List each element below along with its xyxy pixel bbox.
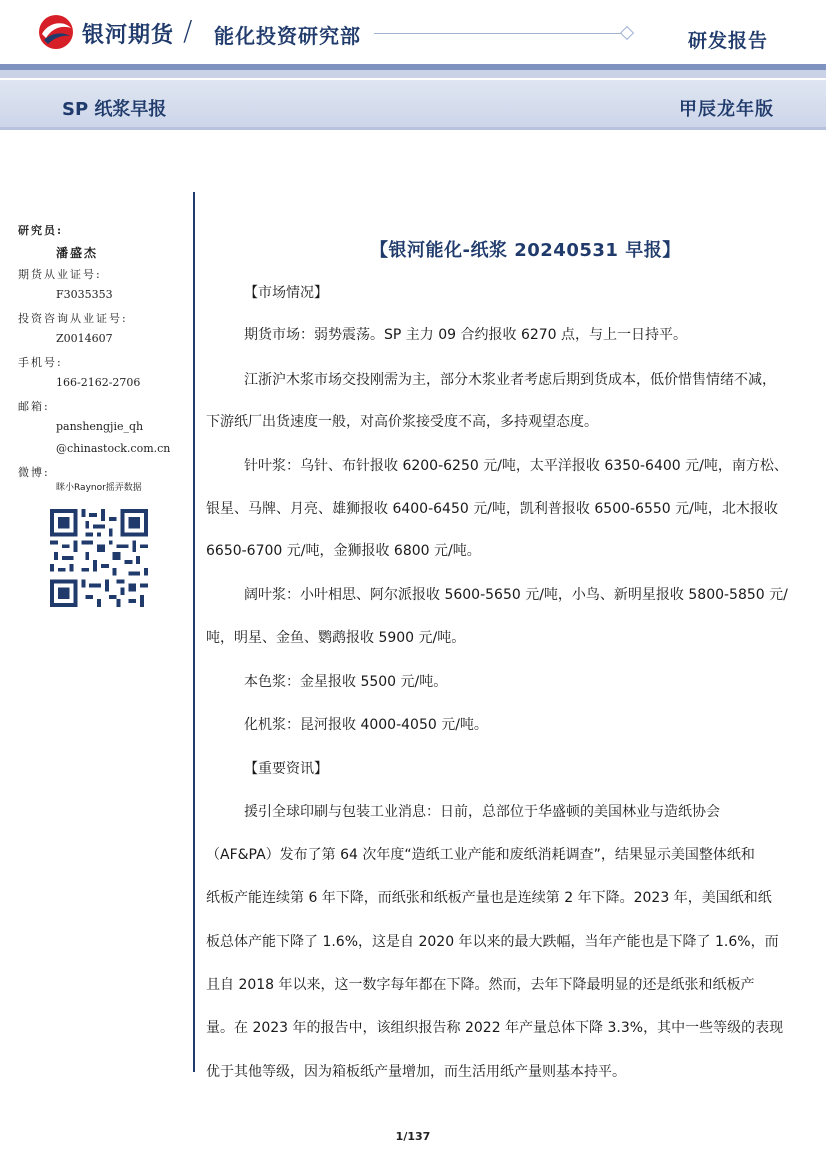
header-slash: / — [183, 14, 193, 47]
body-line: （AF&PA）发布了第 64 次年度“造纸工业产能和废纸消耗调查”，结果显示美国整体纸和 — [206, 847, 755, 863]
body-line: 【市场情况】 — [244, 285, 328, 301]
body-line: 优于其他等级，因为箱板纸产量增加，而生活用纸产量则基本持平。 — [206, 1064, 626, 1080]
department-name: 能化投资研究部 — [214, 24, 361, 48]
body-line: 化机浆：昆河报收 4000-4050 元/吨。 — [244, 717, 488, 733]
report-type: 研发报告 — [687, 30, 768, 52]
body-line: 且自 2018 年以来，这一数字每年都在下降。然而，去年下降最明显的还是纸张和纸板产 — [206, 977, 755, 993]
body-line: 银星、马牌、月亮、雄狮报收 6400-6450 元/吨，凯利普报收 6500-6550 元/吨，北木报收 — [206, 501, 778, 517]
body-line: 量。在 2023 年的报告中，该组织报告称 2022 年产量总体下降 3.3%，其中一些等级的表现 — [206, 1020, 784, 1036]
body-line: 下游纸厂出货速度一般，对高价浆接受度不高，多持观望态度。 — [206, 414, 598, 430]
researcher-name: 潘盛杰 — [56, 246, 99, 260]
phone-number: 166-2162-2706 — [56, 376, 141, 389]
edition-label: 甲辰龙年版 — [679, 99, 774, 120]
invest-cert: Z0014607 — [56, 332, 113, 345]
phone-label: 手机号: — [18, 356, 63, 369]
brand-name: 银河期货 — [82, 23, 175, 48]
body-line: 板总体产能下降了 1.6%，这是自 2020 年以来的最大跌幅，当年产能也是下降了 1.6%，而 — [206, 934, 779, 950]
body-line: 纸板产能连续第 6 年下降，而纸张和纸板产量也是连续第 2 年下降。2023 年，美国纸和纸 — [206, 890, 772, 906]
body-line: 【重要资讯】 — [244, 761, 328, 777]
body-line: 期货市场：弱势震荡。SP 主力 09 合约报收 6270 点，与上一日持平。 — [244, 327, 688, 343]
body-line: 江浙沪木浆市场交投刚需为主，部分木浆业者考虑后期到货成本，低价惜售情绪不减， — [244, 372, 776, 388]
email-line-2[interactable]: @chinastock.com.cn — [56, 442, 171, 455]
weibo-label: 微博: — [18, 466, 50, 479]
body-line: 阔叶浆：小叶相思、阿尔派报收 5600-5650 元/吨，小鸟、新明星报收 5800-5850 元/ — [244, 587, 788, 603]
header-stripe-light — [0, 70, 826, 78]
galaxy-logo-icon — [38, 14, 74, 50]
invest-cert-label: 投资咨询从业证号: — [18, 312, 128, 325]
page-header — [0, 0, 826, 68]
body-line: 吨，明星、金鱼、鹦鹉报收 5900 元/吨。 — [206, 630, 466, 646]
header-rule — [374, 33, 626, 34]
report-title: 【银河能化-纸浆 20240531 早报】 — [370, 240, 681, 261]
diamond-icon — [620, 26, 634, 40]
email-line-1[interactable]: panshengjie_qh — [56, 420, 144, 433]
body-line: 6650-6700 元/吨，金狮报收 6800 元/吨。 — [206, 543, 481, 559]
qr-code-icon — [50, 509, 148, 607]
weibo-handle: 眯小Raynor摇弄数据 — [56, 483, 142, 493]
page-number: 1/137 — [395, 1130, 431, 1143]
email-label: 邮箱: — [18, 400, 50, 413]
sidebar-divider — [193, 192, 195, 1072]
researcher-label: 研究员: — [18, 224, 64, 237]
futures-cert: F3035353 — [56, 288, 113, 301]
body-line: 本色浆：金星报收 5500 元/吨。 — [244, 674, 448, 690]
report-name: SP 纸浆早报 — [62, 99, 167, 120]
futures-cert-label: 期货从业证号: — [18, 268, 102, 281]
body-line: 针叶浆：乌针、布针报收 6200-6250 元/吨，太平洋报收 6350-6400 元/吨，南方松、 — [244, 458, 788, 474]
body-line: 援引全球印刷与包装工业消息：日前，总部位于华盛顿的美国林业与造纸协会 — [244, 804, 720, 820]
